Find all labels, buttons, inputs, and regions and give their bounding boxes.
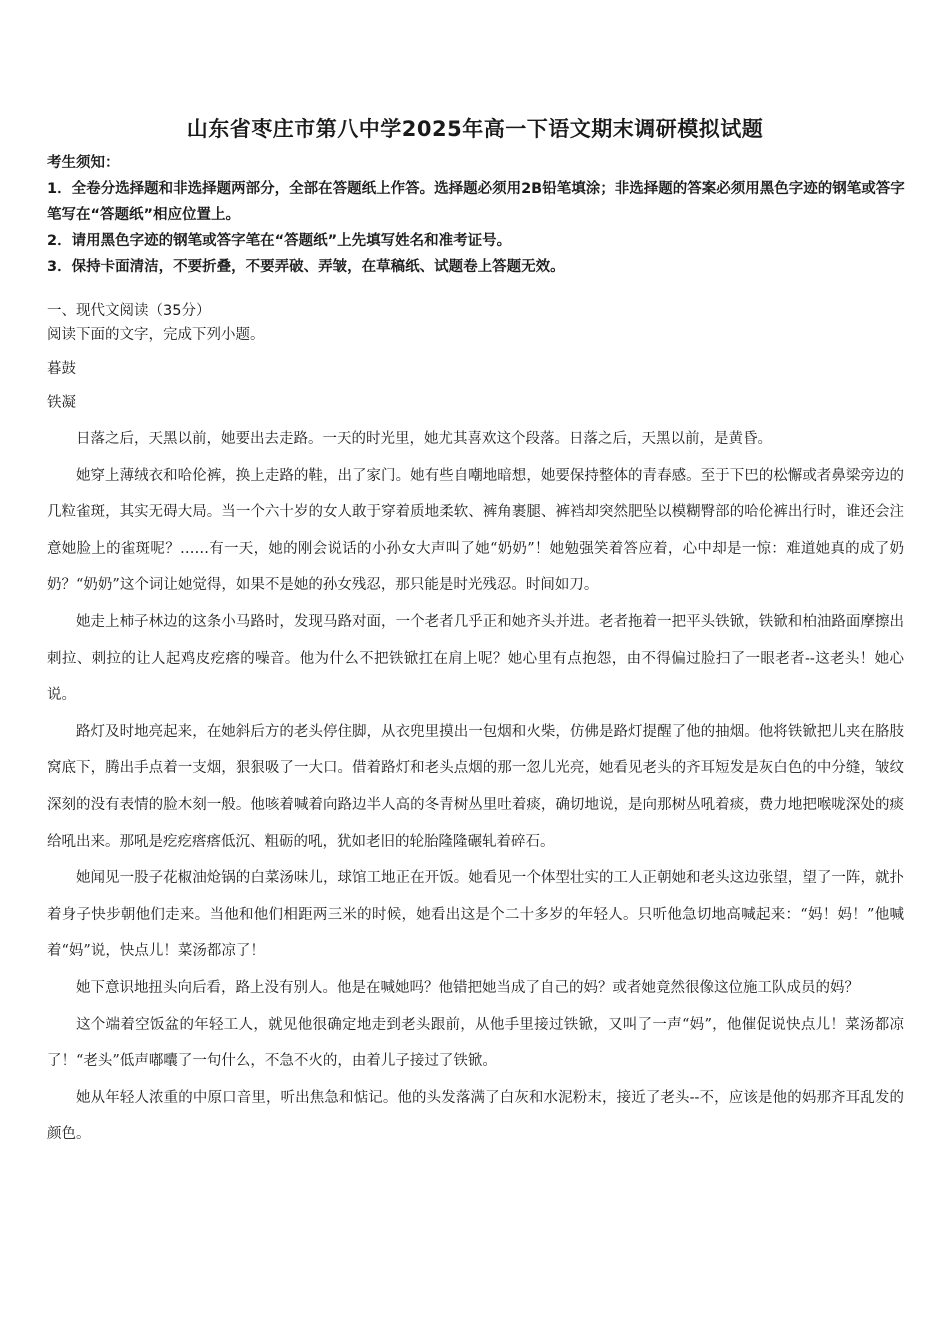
article-author: 铁凝 xyxy=(47,395,76,411)
notice-item: 3．保持卡面清洁，不要折叠，不要弄破、弄皱，在草稿纸、试题卷上答题无效。 xyxy=(47,259,565,275)
article-paragraph: 日落之后，天黑以前，她要出去走路。一天的时光里，她尤其喜欢这个段落。日落之后，天黑以前，是黄昏。 xyxy=(76,431,772,447)
article-paragraph: 她走上柿子林边的这条小马路时，发现马路对面，一个老者几乎正和她齐头并进。老者拖着一把平头铁锨，铁锨和柏油路面摩擦出刺拉、刺拉的让人起鸡皮疙瘩的噪音。他为什么不把铁锨扛在肩上呢？她心里有点抱怨，由不得偏过脸扫了一眼老者--这老头！她心说。 xyxy=(47,613,904,704)
article-paragraph: 路灯及时地亮起来，在她斜后方的老头停住脚，从衣兜里摸出一包烟和火柴，仿佛是路灯提醒了他的抽烟。他将铁锨把儿夹在胳肢窝底下，腾出手点着一支烟，狠狠吸了一大口。借着路灯和老头点烟的那一忽儿光亮，她看见老头的齐耳短发是灰白色的中分缝，皱纹深刻的没有表情的脸木刻一般。他咳着喊着向路边半人高的冬青树丛里吐着痰，确切地说，是向那树丛吼着痰，费力地把喉咙深处的痰给吼出来。那吼是疙疙瘩瘩低沉、粗砺的吼，犹如老旧的轮胎隆隆碾轧着碎石。 xyxy=(47,723,904,850)
article-paragraph: 她下意识地扭头向后看，路上没有别人。他是在喊她吗？他错把她当成了自己的妈？或者她竟然很像这位施工队成员的妈？ xyxy=(76,979,859,996)
article-paragraph: 她从年轻人浓重的中原口音里，听出焦急和惦记。他的头发落满了白灰和水泥粉末，接近了老头--不，应该是他的妈那齐耳乱发的颜色。 xyxy=(47,1089,904,1143)
notice-item: 2．请用黑色字迹的钢笔或答字笔在“答题纸”上先填写姓名和准考证号。 xyxy=(47,233,512,249)
article-paragraph: 她穿上薄绒衣和哈伦裤，换上走路的鞋，出了家门。她有些自嘲地暗想，她要保持整体的青春感。至于下巴的松懈或者鼻梁旁边的几粒雀斑，其实无碍大局。当一个六十岁的女人敢于穿着质地柔软、裤角裹腿、裤裆却突然肥坠以模糊臀部的哈伦裤出行时，谁还会注意她脸上的雀斑呢？……有一天，她的刚会说话的小孙女大声叫了她“奶奶”！她勉强笑着答应着，心中却是一惊：难道她真的成了奶奶？“奶奶”这个词让她觉得，如果不是她的孙女残忍，那只能是时光残忍。时间如刀。 xyxy=(47,467,904,594)
document-title: 山东省枣庄市第八中学2025年高一下语文期末调研模拟试题 xyxy=(186,117,764,141)
notice-heading: 考生须知： xyxy=(47,155,120,171)
notice-item: 1．全卷分选择题和非选择题两部分，全部在答题纸上作答。选择题必须用2B铅笔填涂；非选择题的答案必须用黑色字迹的钢笔或答字笔写在“答题纸”相应位置上。 xyxy=(47,181,905,223)
article-body xyxy=(47,421,904,1153)
article-paragraph: 这个端着空饭盆的年轻工人，就见他很确定地走到老头跟前，从他手里接过铁锨，又叫了一声“妈”，他催促说快点儿！菜汤都凉了！“老头”低声嘟囔了一句什么，不急不火的，由着儿子接过了铁锨。 xyxy=(47,1016,904,1070)
section-heading: 一、现代文阅读（35分） xyxy=(47,303,211,319)
exam-notice xyxy=(47,150,907,280)
article-paragraph: 她闻见一股子花椒油炝锅的白菜汤味儿，球馆工地正在开饭。她看见一个体型壮实的工人正朝她和老头这边张望，望了一阵，就扑着身子快步朝他们走来。当他和他们相距两三米的时候，她看出这是个二十多岁的年轻人。只听他急切地高喊起来：“妈！妈！”他喊着“妈”说，快点儿！菜汤都凉了！ xyxy=(47,870,904,960)
reading-instruction: 阅读下面的文字，完成下列小题。 xyxy=(47,327,265,343)
article-title: 暮鼓 xyxy=(47,361,76,377)
